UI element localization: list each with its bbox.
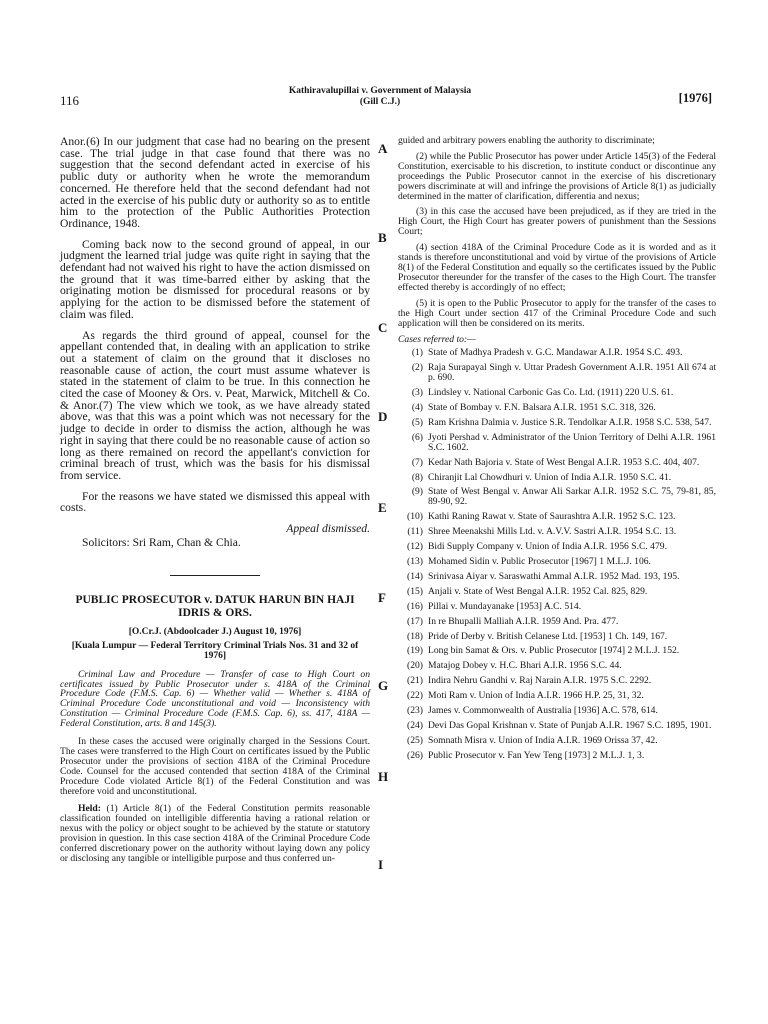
held-paragraph: (5) it is open to the Public Prosecutor to apply for the transfer of the cases to the High Court under section 417 of the Criminal Procedure Code and such application will then be considered on its merits. (398, 297, 716, 329)
case-reference-number: (10) (407, 511, 423, 523)
case-reference-number: (25) (407, 734, 423, 746)
cases-list (398, 348, 716, 760)
case-reference-citation: Pride of Derby v. British Celanese Ltd. [1953] 1 Ch. 149, 167. (428, 630, 668, 642)
case-reference-number: (4) (411, 402, 423, 414)
case-reference-citation: Indira Nehru Gandhi v. Raj Narain A.I.R. 1975 S.C. 2292. (428, 675, 652, 687)
case-reference-number: (19) (407, 645, 423, 657)
running-judge: (Gill C.J.) (359, 97, 401, 107)
held-paragraph: guided and arbitrary powers enabling the authority to discriminate; (398, 135, 655, 146)
case-reference-citation: Anjali v. State of West Bengal A.I.R. 1952 Cal. 825, 829. (428, 585, 648, 597)
case-reference (398, 602, 716, 612)
case-reference (398, 646, 716, 656)
case-reference-number: (22) (407, 690, 423, 702)
new-case-title: PUBLIC PROSECUTOR v. DATUK HARUN BIN HAJI IDRIS & ORS. (75, 594, 355, 620)
margin-letter: F (378, 590, 386, 605)
case-reference-number: (17) (407, 615, 423, 627)
left-column (60, 136, 370, 864)
margin-letter: C (378, 320, 388, 335)
running-case-title: Kathiravalupillai v. Government of Malaysia (288, 86, 472, 96)
case-reference-number: (16) (407, 600, 423, 612)
margin-letters (375, 0, 395, 1024)
case-reference (398, 676, 716, 686)
case-reference-citation: Kedar Nath Bajoria v. State of West Bengal A.I.R. 1953 S.C. 404, 407. (428, 456, 700, 468)
case-reference-citation: Shree Meenakshi Mills Ltd. v. A.V.V. Sastri A.I.R. 1954 S.C. 13. (428, 526, 677, 538)
case-reference (398, 403, 716, 413)
case-reference (398, 348, 716, 358)
case-reference-citation: In re Bhupalli Malliah A.I.R. 1959 And. Pra. 477. (428, 615, 619, 627)
held-text: (1) Article 8(1) of the Federal Constitution permits reasonable classification founded on intelligible differentia having a rational relation or nexus with the policy or object sought to be achieved by the statute or statutory provision in question. In this case section 418A of the Criminal Procedure Code conferred discretionary power on the authority without laying down any policy or disclosing any tangible or intelligible purpose and thus conferred un- (60, 803, 370, 864)
margin-letter: I (378, 857, 384, 872)
case-reference-citation: Chiranjit Lal Chowdhuri v. Union of India A.I.R. 1950 S.C. 41. (428, 471, 672, 483)
case-reference-citation: State of West Bengal v. Anwar Ali Sarkar A.I.R. 1952 S.C. 75, 79-81, 85, 89-90, 92. (428, 486, 716, 508)
facts-summary: In these cases the accused were originally charged in the Sessions Court. The cases were transferred to the High Court on certificates issued by the Public Prosecutor under the provisions of section 418A of the Criminal Procedure Code. Counsel for the accused contended that section 418A of the Criminal Procedure Code violated Article 8(1) of the Federal Constitution and was therefore void and unconstitutional. (60, 736, 370, 797)
case-reference-citation: Bidi Supply Company v. Union of India A.I.R. 1956 S.C. 479. (428, 541, 667, 553)
case-reference-number: (2) (411, 362, 423, 374)
case-reference (398, 736, 716, 746)
case-reference-citation: Matajog Dobey v. H.C. Bhari A.I.R. 1956 S.C. 44. (428, 660, 622, 672)
held-paragraph: (4) section 418A of the Criminal Procedure Code as it is worded and as it stands is therefore unconstitutional and void by virtue of the provisions of Article 8(1) of the Federal Constitution and equally so the certificates issued by the Public Prosecutor thereunder for the transfer of the cases to the High Court. The transfer effected thereby is accordingly of no effect; (398, 242, 716, 293)
case-reference-citation: James v. Commonwealth of Australia [1936] A.C. 578, 614. (428, 705, 658, 717)
case-reference (398, 388, 716, 398)
case-reference-number: (18) (407, 630, 423, 642)
margin-letter: A (378, 141, 388, 156)
case-reference (398, 487, 716, 507)
page-number: 116 (60, 93, 80, 108)
held-paragraph: (2) while the Public Prosecutor has power under Article 145(3) of the Federal Constitution, exercisable to his discretion, to institute conduct or discontinue any proceedings the Public Prosecutor cannot in the exercise of his discretionary powers discriminate at will and infringe the provisions of Article 8(1) as judicially determined in the matter of clarification, differentia and nexus; (398, 150, 716, 202)
case-reference-number: (5) (411, 416, 423, 428)
judgment-paragraph: Anor.(6) In our judgment that case had no bearing on the present case. The trial judge in that case found that there was no suggestion that the second defendant acted in exercise of his public duty or authority when he wrote the memorandum concerned. He therefore held that the second defendant had not acted in the exercise of his public duty or authority so as to entitle him to the protection of the Public Authorities Protection Ordinance, 1948. (60, 135, 370, 230)
case-reference-citation: Mohamed Sidin v. Public Prosecutor [1967] 1 M.L.J. 106. (428, 556, 651, 567)
case-reference-number: (8) (411, 471, 423, 483)
section-divider (170, 575, 260, 576)
held-paragraph: (3) in this case the accused have been prejudiced, as if they are tried in the High Court, the High Court has greater powers of punishment than the Sessions Court; (398, 206, 716, 238)
case-reference (398, 706, 716, 716)
right-column (398, 136, 716, 766)
case-reference (398, 542, 716, 552)
case-reference-citation: Srinivasa Aiyar v. Saraswathi Ammal A.I.R. 1952 Mad. 193, 195. (428, 570, 680, 582)
case-reference (398, 433, 716, 453)
judgment-paragraph: Coming back now to the second ground of appeal, in our judgment the learned trial judge was quite right in saying that the defendant had not waived his right to have the action dismissed on the ground that it was time-barred either by asking that the originating motion be dismissed for procedural reasons or by applying for the action to be dismissed before the statement of claim was filed. (60, 237, 370, 321)
case-reference-number: (14) (407, 570, 423, 582)
case-reference-citation: Long bin Samat & Ors. v. Public Prosecutor [1974] 2 M.L.J. 152. (428, 645, 680, 657)
case-reference-citation: Somnath Misra v. Union of India A.I.R. 1969 Orissa 37, 42. (428, 734, 658, 746)
margin-letter: G (378, 678, 389, 693)
case-reference-number: (6) (411, 431, 423, 443)
case-reference-citation: Kathi Raning Rawat v. State of Saurashtra A.I.R. 1952 S.C. 123. (428, 511, 676, 523)
margin-letter: B (378, 230, 387, 245)
margin-letter: E (378, 500, 387, 515)
registry-line: [Kuala Lumpur — Federal Territory Criminal Trials Nos. 31 and 32 of 1976] (71, 640, 359, 662)
case-reference-number: (20) (407, 660, 423, 672)
case-reference-number: (13) (407, 556, 423, 567)
judgment-paragraph: As regards the third ground of appeal, counsel for the appellant contended that, in dealing with an application to strike out a statement of claim on the ground that it discloses no reasonable cause of action, the court must assume whatever is stated in the statement of claim to be true. In this connection he cited the case of Mooney & Ors. v. Peat, Marwick, Mitchell & Co. & Anor.(7) The view which we took, as we have already stated above, was that this was a point which was not necessary for the judge to decide in order to dismiss the action, although he was right in saying that there could be no reasonable cause of action so long as there remained on record the appellant's conviction for criminal breach of trust, which was the basis for his dismissal from service. (60, 328, 370, 482)
held-paragraph (60, 804, 370, 863)
case-reference (398, 632, 716, 642)
case-reference (398, 587, 716, 597)
case-reference-citation: Raja Surapayal Singh v. Uttar Pradesh Government A.I.R. 1951 All 674 at p. 690. (428, 362, 716, 384)
court-line: [O.Cr.J. (Abdoolcader J.) August 10, 1976] (128, 627, 302, 638)
case-reference-number: (1) (411, 347, 423, 359)
case-reference (398, 458, 716, 468)
case-reference (398, 363, 716, 383)
case-reference-citation: Pillai v. Mundayanake [1953] A.C. 514. (428, 600, 582, 612)
report-year: [1976] (678, 91, 712, 105)
case-reference-citation: State of Bombay v. F.N. Balsara A.I.R. 1951 S.C. 318, 326. (428, 402, 656, 414)
case-reference (398, 617, 716, 627)
case-reference (398, 512, 716, 522)
case-reference (398, 721, 716, 731)
solicitors: Solicitors: Sri Ram, Chan & Chia. (82, 536, 241, 550)
case-reference-number: (9) (411, 486, 423, 498)
cases-heading: Cases referred to:— (398, 334, 476, 346)
case-reference-number: (15) (407, 585, 423, 597)
case-reference (398, 473, 716, 483)
case-reference-citation: State of Madhya Pradesh v. G.C. Mandawar A.I.R. 1954 S.C. 493. (428, 347, 683, 359)
case-reference-citation: Jyoti Pershad v. Administrator of the Union Territory of Delhi A.I.R. 1961 S.C. 1602. (428, 431, 716, 453)
case-reference (398, 751, 716, 761)
case-reference-citation: Ram Krishna Dalmia v. Justice S.R. Tendolkar A.I.R. 1958 S.C. 538, 547. (428, 416, 712, 428)
case-reference (398, 418, 716, 428)
margin-letter: D (378, 409, 388, 424)
case-reference-citation: Public Prosecutor v. Fan Yew Teng [1973] 2 M.L.J. 1, 3. (428, 749, 645, 761)
case-reference-number: (12) (407, 541, 423, 553)
case-reference-number: (21) (407, 675, 423, 687)
disposition: Appeal dismissed. (286, 522, 370, 536)
case-reference (398, 557, 716, 567)
margin-letter: H (378, 769, 389, 784)
case-reference-citation: Devi Das Gopal Krishnan v. State of Punjab A.I.R. 1967 S.C. 1895, 1901. (428, 719, 712, 731)
case-reference-number: (24) (407, 719, 423, 731)
case-reference-number: (23) (407, 705, 423, 717)
case-reference-number: (26) (407, 749, 423, 761)
case-reference (398, 572, 716, 582)
case-reference (398, 691, 716, 701)
case-reference (398, 527, 716, 537)
case-reference-citation: Lindsley v. National Carbonic Gas Co. Ltd. (1911) 220 U.S. 61. (428, 387, 674, 399)
case-reference (398, 661, 716, 671)
held-label: Held: (78, 803, 101, 815)
case-reference-citation: Moti Ram v. Union of India A.I.R. 1966 H.P. 25, 31, 32. (428, 690, 644, 702)
case-reference-number: (7) (411, 456, 423, 468)
catchwords: Criminal Law and Procedure — Transfer of case to High Court on certificates issued by Public Prosecutor under s. 418A of the Criminal Procedure Code (F.M.S. Cap. 6) — Whether valid — Whether s. 418A of Criminal Procedure Code unconstitutional and void — Inconsistency with Constitution — Criminal Procedure Code (F.M.S. Cap. 6), ss. 417, 418A — Federal Constitution, arts. 8 and 145(3). (60, 668, 370, 730)
case-reference-number: (11) (407, 526, 423, 538)
case-reference-number: (3) (411, 387, 423, 399)
judgment-paragraph: For the reasons we have stated we dismissed this appeal with costs. (60, 489, 370, 515)
